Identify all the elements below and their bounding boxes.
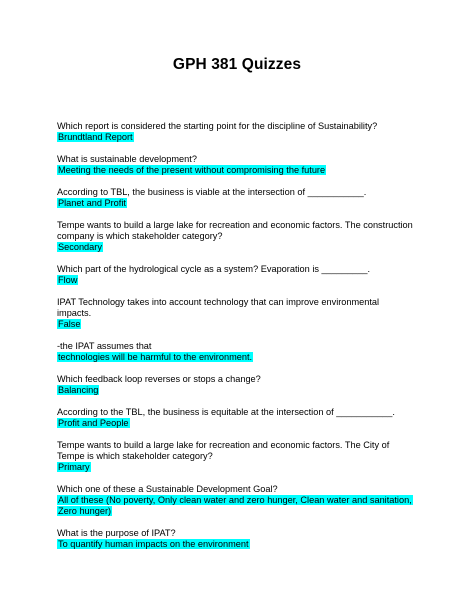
answer-highlight: Brundtland Report [58,131,133,142]
question-text-line-2: Tempe is which stakeholder category? [57,451,213,462]
quiz-item-11 [57,484,427,516]
quiz-item-4 [57,220,427,252]
quiz-item-3 [57,187,427,209]
answer-highlight-line-1: All of these (No poverty, Only clean water and zero hunger, Clean water and sanitation, [58,495,412,506]
answer-highlight: Secondary [58,241,102,252]
quiz-item-5 [57,264,427,286]
question-text-line-1: IPAT Technology takes into account technology that can improve environmental [57,297,380,308]
quiz-item-9 [57,407,427,429]
answer-highlight: technologies will be harmful to the environment. [58,351,253,362]
question-text-line-1: Tempe wants to build a large lake for recreation and economic factors. The construction [57,220,413,231]
answer-highlight: False [58,318,81,329]
question-text-line-1: Tempe wants to build a large lake for recreation and economic factors. The City of [57,440,390,451]
quiz-item-12 [57,528,427,550]
question-text: Which feedback loop reverses or stops a change? [57,374,261,385]
answer-highlight: Balancing [58,385,99,396]
question-text-line-2: impacts. [57,308,92,319]
question-text: Which part of the hydrological cycle as a system? Evaporation is _________. [57,264,371,275]
answer-highlight: Planet and Profit [58,197,126,208]
document-title: GPH 381 Quizzes [172,56,302,73]
answer-highlight: Meeting the needs of the present without compromising the future [58,164,326,175]
quiz-content [57,121,427,561]
answer-highlight: Flow [58,274,78,285]
quiz-item-8 [57,374,427,396]
question-text: What is the purpose of IPAT? [57,528,176,539]
answer-highlight-line-2: Zero hunger) [58,505,112,516]
question-text: -the IPAT assumes that [57,341,152,352]
question-text: Which one of these a Sustainable Development Goal? [57,484,278,495]
quiz-item-7 [57,341,427,363]
question-text: What is sustainable development? [57,154,197,165]
answer-highlight: Profit and People [58,418,129,429]
question-text: Which report is considered the starting point for the discipline of Sustainability? [57,121,378,131]
quiz-item-6 [57,297,427,329]
quiz-item-2 [57,154,427,176]
quiz-item-1 [57,121,427,143]
question-text-line-2: company is which stakeholder category? [57,231,223,242]
answer-highlight: To quantify human impacts on the environment [58,539,249,550]
question-text: According to the TBL, the business is equitable at the intersection of ___________. [57,407,395,418]
answer-highlight: Primary [58,462,90,473]
quiz-item-10 [57,440,427,472]
question-text: According to TBL, the business is viable at the intersection of ___________. [57,187,367,198]
